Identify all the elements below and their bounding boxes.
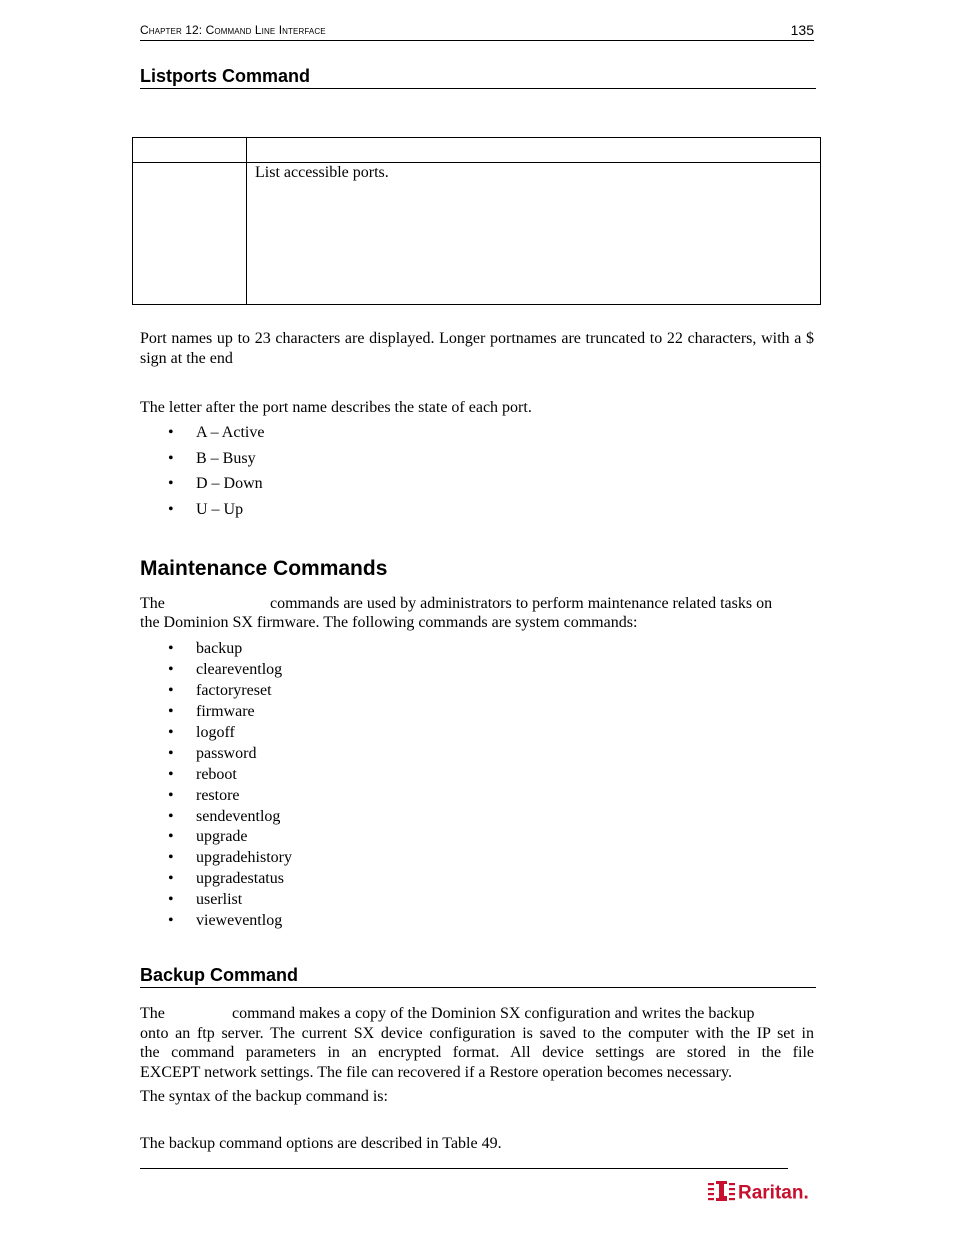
list-item-text: vieweventlog: [196, 912, 283, 929]
list-item-text: sendeventlog: [196, 808, 281, 825]
list-item-text: D – Down: [196, 475, 263, 492]
backup-line3: the command parameters in an encrypted format. All device settings are stored in the file: [140, 1044, 814, 1061]
bullet-icon: •: [168, 912, 174, 929]
list-item-text: userlist: [196, 891, 243, 908]
list-item-text: B – Busy: [196, 450, 256, 467]
backup-line1-end: command makes a copy of the Dominion SX configuration and writes the backup: [232, 1005, 755, 1022]
running-header: [140, 22, 814, 41]
bullet-icon: •: [168, 424, 174, 441]
backup-line2: onto an ftp server. The current SX device configuration is saved to the computer with the IP set in: [140, 1025, 814, 1042]
bullet-icon: •: [168, 501, 174, 518]
raritan-logo-text: Raritan.: [738, 1182, 809, 1203]
bullet-icon: •: [168, 849, 174, 866]
raritan-logo: [707, 1179, 813, 1203]
backup-heading: [140, 963, 816, 988]
backup-line1-start: The: [140, 1005, 165, 1022]
table-header-row: [133, 138, 821, 163]
bullet-icon: •: [168, 450, 174, 467]
backup-line4: EXCEPT network settings. The file can recovered if a Restore operation becomes necessary.: [140, 1064, 732, 1081]
bullet-icon: •: [168, 475, 174, 492]
bullet-icon: •: [168, 661, 174, 678]
list-item-text: password: [196, 745, 257, 762]
bullet-icon: •: [168, 891, 174, 908]
maintenance-heading: Maintenance Commands: [140, 557, 388, 580]
table-row: [133, 163, 821, 305]
table-cell-command: [133, 163, 247, 305]
list-item-text: backup: [196, 640, 243, 657]
list-item-text: upgradestatus: [196, 870, 284, 887]
list-item-text: U – Up: [196, 501, 244, 518]
backup-options-ref: The backup command options are described in Table 49.: [140, 1135, 502, 1152]
port-names-paragraph: Port names up to 23 characters are displayed. Longer portnames are truncated to 22 characters, with a $ sign at the end: [140, 330, 814, 367]
list-item-text: logoff: [196, 724, 235, 741]
maintenance-intro-line1-end: commands are used by administrators to perform maintenance related tasks on: [270, 595, 773, 612]
bullet-icon: •: [168, 787, 174, 804]
bullet-icon: •: [168, 724, 174, 741]
list-item-text: reboot: [196, 766, 237, 783]
backup-syntax-intro: The syntax of the backup command is:: [140, 1088, 388, 1105]
page-number: 135: [790, 22, 814, 38]
list-item-text: firmware: [196, 703, 255, 720]
list-item-text: A – Active: [196, 424, 265, 441]
bullet-icon: •: [168, 766, 174, 783]
list-item-text: upgrade: [196, 828, 248, 845]
bullet-icon: •: [168, 745, 174, 762]
bullet-icon: •: [168, 703, 174, 720]
backup-heading-text: Backup Command: [140, 965, 299, 985]
bullet-icon: •: [168, 682, 174, 699]
port-state-intro: The letter after the port name describes the state of each port.: [140, 399, 532, 416]
footer-rule: [140, 1168, 788, 1169]
maintenance-intro-line1-start: The: [140, 595, 165, 612]
raritan-logo-icon: [708, 1181, 735, 1201]
table-header-cell-1: [133, 138, 247, 163]
listports-heading-text: Listports Command: [140, 66, 311, 86]
table-header-cell-2: [247, 138, 821, 163]
bullet-icon: •: [168, 808, 174, 825]
maintenance-intro-line2: the Dominion SX firmware. The following commands are system commands:: [140, 614, 638, 631]
listports-heading: [140, 64, 816, 89]
bullet-icon: •: [168, 870, 174, 887]
list-item-text: restore: [196, 787, 240, 804]
listports-table: [132, 137, 821, 305]
table-cell-description: List accessible ports.: [247, 163, 821, 305]
bullet-icon: •: [168, 640, 174, 657]
bullet-icon: •: [168, 828, 174, 845]
chapter-title: Chapter 12: Command Line Interface: [140, 23, 326, 37]
list-item-text: upgradehistory: [196, 849, 292, 866]
list-item-text: cleareventlog: [196, 661, 283, 678]
list-item-text: factoryreset: [196, 682, 272, 699]
